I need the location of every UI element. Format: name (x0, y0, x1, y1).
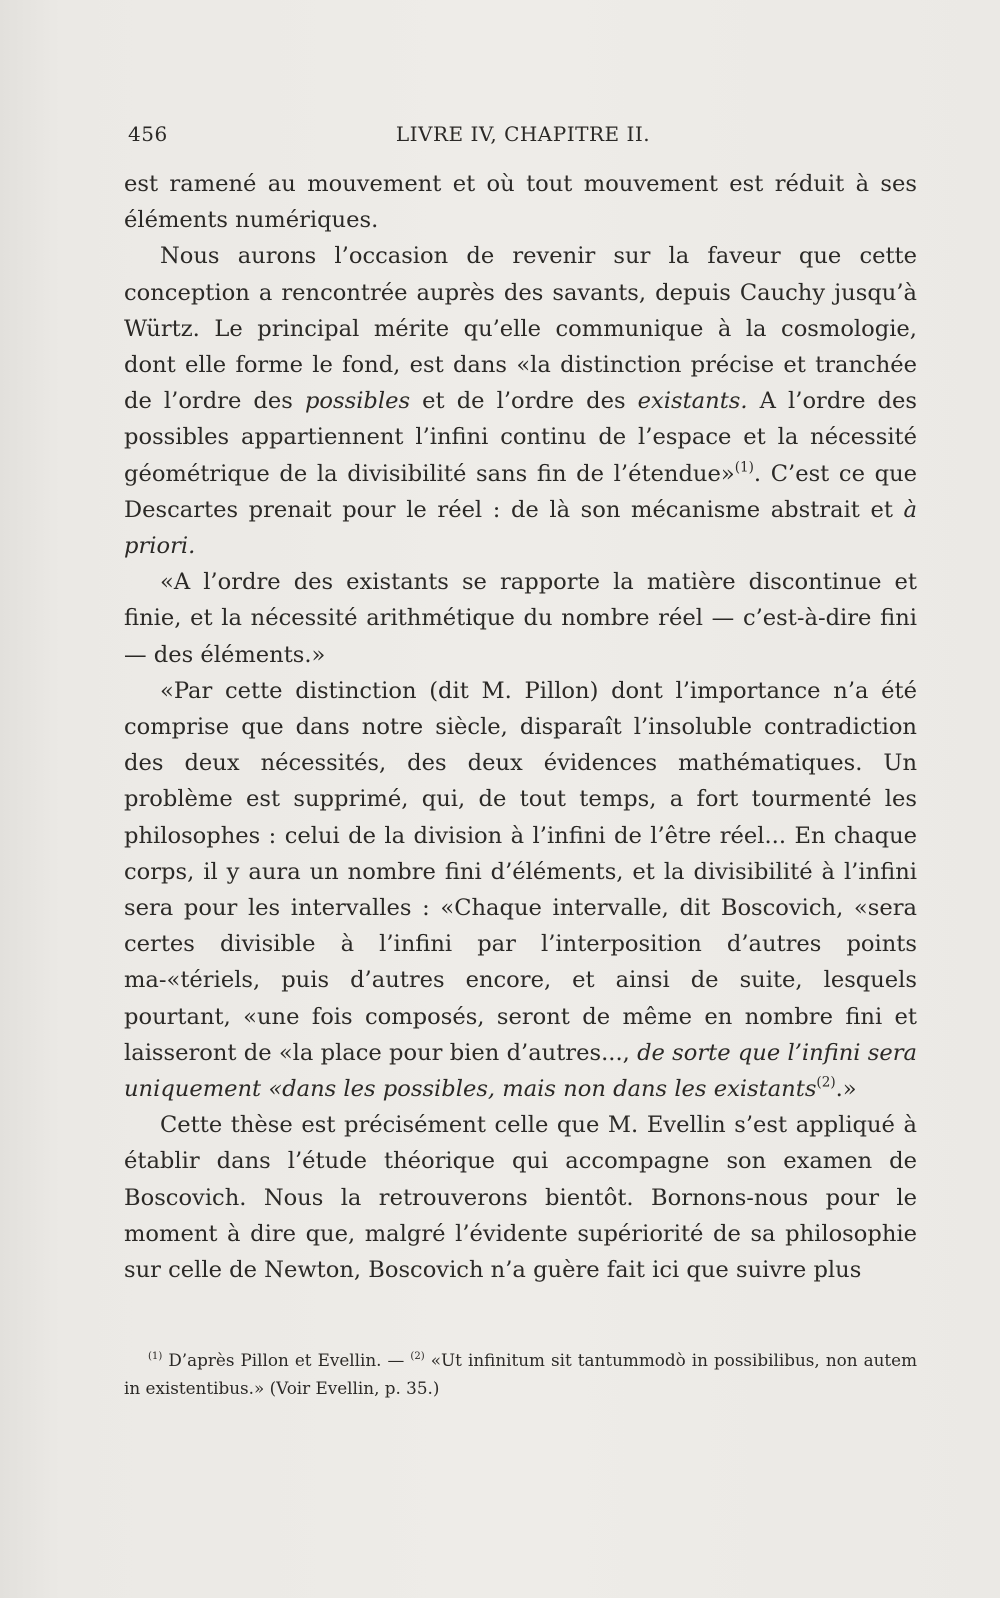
paragraph-2-text-e: A l’ordre des possibles appartiennent l’infini continu de l’espace et la nécessité géométrique de la divisibilité sans fin de l’étendue» (124, 388, 917, 487)
body-text (124, 166, 917, 1288)
paragraph-2-text-c: et de l’ordre des (410, 388, 638, 415)
footnote-2-text: «Ut infinitum sit tantummodò in possibilibus, non autem in existentibus.» (Voir Evellin, p. 35.) (124, 1350, 917, 1398)
footnote-block (124, 1346, 917, 1402)
footnote-ref-1: (1) (734, 459, 754, 476)
paragraph-4 (124, 673, 917, 1107)
italic-infini-passage: de sorte que l’infini sera uniquement «dans les possibles, mais non dans les existants (124, 1039, 917, 1103)
page-number: 456 (128, 122, 168, 146)
footnote-ref-2: (2) (816, 1074, 836, 1091)
footnote-2-mark: (2) (410, 1350, 425, 1362)
footnote-1-text: D’après Pillon et Evellin. — (162, 1350, 411, 1370)
footnote-1-mark: (1) (148, 1350, 163, 1362)
paragraph-4-text-a: «Par cette distinction (dit M. Pillon) dont l’importance n’a été comprise que dans notre siècle, disparaît l’insoluble contradiction des deux nécessités, des deux évidences mathématiques. Un problème est supprimé, qui, de tout temps, a fort tourmenté les philosophes : celui de la division à l’infini de l’être réel... En chaque corps, il y aura un nombre fini d’éléments, et la divisibilité à l’infini sera pour les intervalles : «Chaque intervalle, dit Boscovich, «sera certes divisible à l’infini par l’interposition d’autres points ma-«tériels, puis d’autres encore, et ainsi de suite, lesquels pourtant, «une fois composés, seront de même en nombre fini et laisseront de «la place pour bien d’autres..., (124, 677, 917, 1066)
italic-possibles: possibles (304, 388, 411, 415)
paragraph-2 (124, 238, 917, 564)
paragraph-2-text-f: . C’est ce que Descartes prenait pour le réel : de là son mécanisme abstrait et (124, 460, 918, 523)
paragraph-4-text-c: .» (835, 1076, 857, 1103)
italic-a-priori: à priori. (124, 496, 917, 560)
italic-existants: existants. (637, 388, 748, 415)
page-header (128, 118, 918, 152)
paragraph-5: Cette thèse est précisément celle que M. Evellin s’est appliqué à établir dans l’étude théorique qui accompagne son examen de Boscovich. Nous la retrouverons bientôt. Bornons-nous pour le moment à dire que, malgré l’évidente supériorité de sa philosophie sur celle de Newton, Boscovich n’a guère fait ici que suivre plus (124, 1112, 917, 1284)
paragraph-1: est ramené au mouvement et où tout mouvement est réduit à ses éléments numériques. (124, 171, 917, 234)
footnotes (124, 1346, 917, 1402)
paragraph-2-text-a: Nous aurons l’occasion de revenir sur la faveur que cette conception a rencontrée auprès des savants, depuis Cauchy jusqu’à Würtz. Le principal mérite qu’elle communique à la cosmologie, dont elle forme le fond, est dans «la distinction précise et tranchée de l’ordre des (124, 243, 917, 415)
running-head: LIVRE IV, CHAPITRE II. (395, 122, 651, 146)
paragraph-3: «A l’ordre des existants se rapporte la matière discontinue et finie, et la nécessité arithmétique du nombre réel — c’est-à-dire fini — des éléments.» (124, 569, 917, 668)
